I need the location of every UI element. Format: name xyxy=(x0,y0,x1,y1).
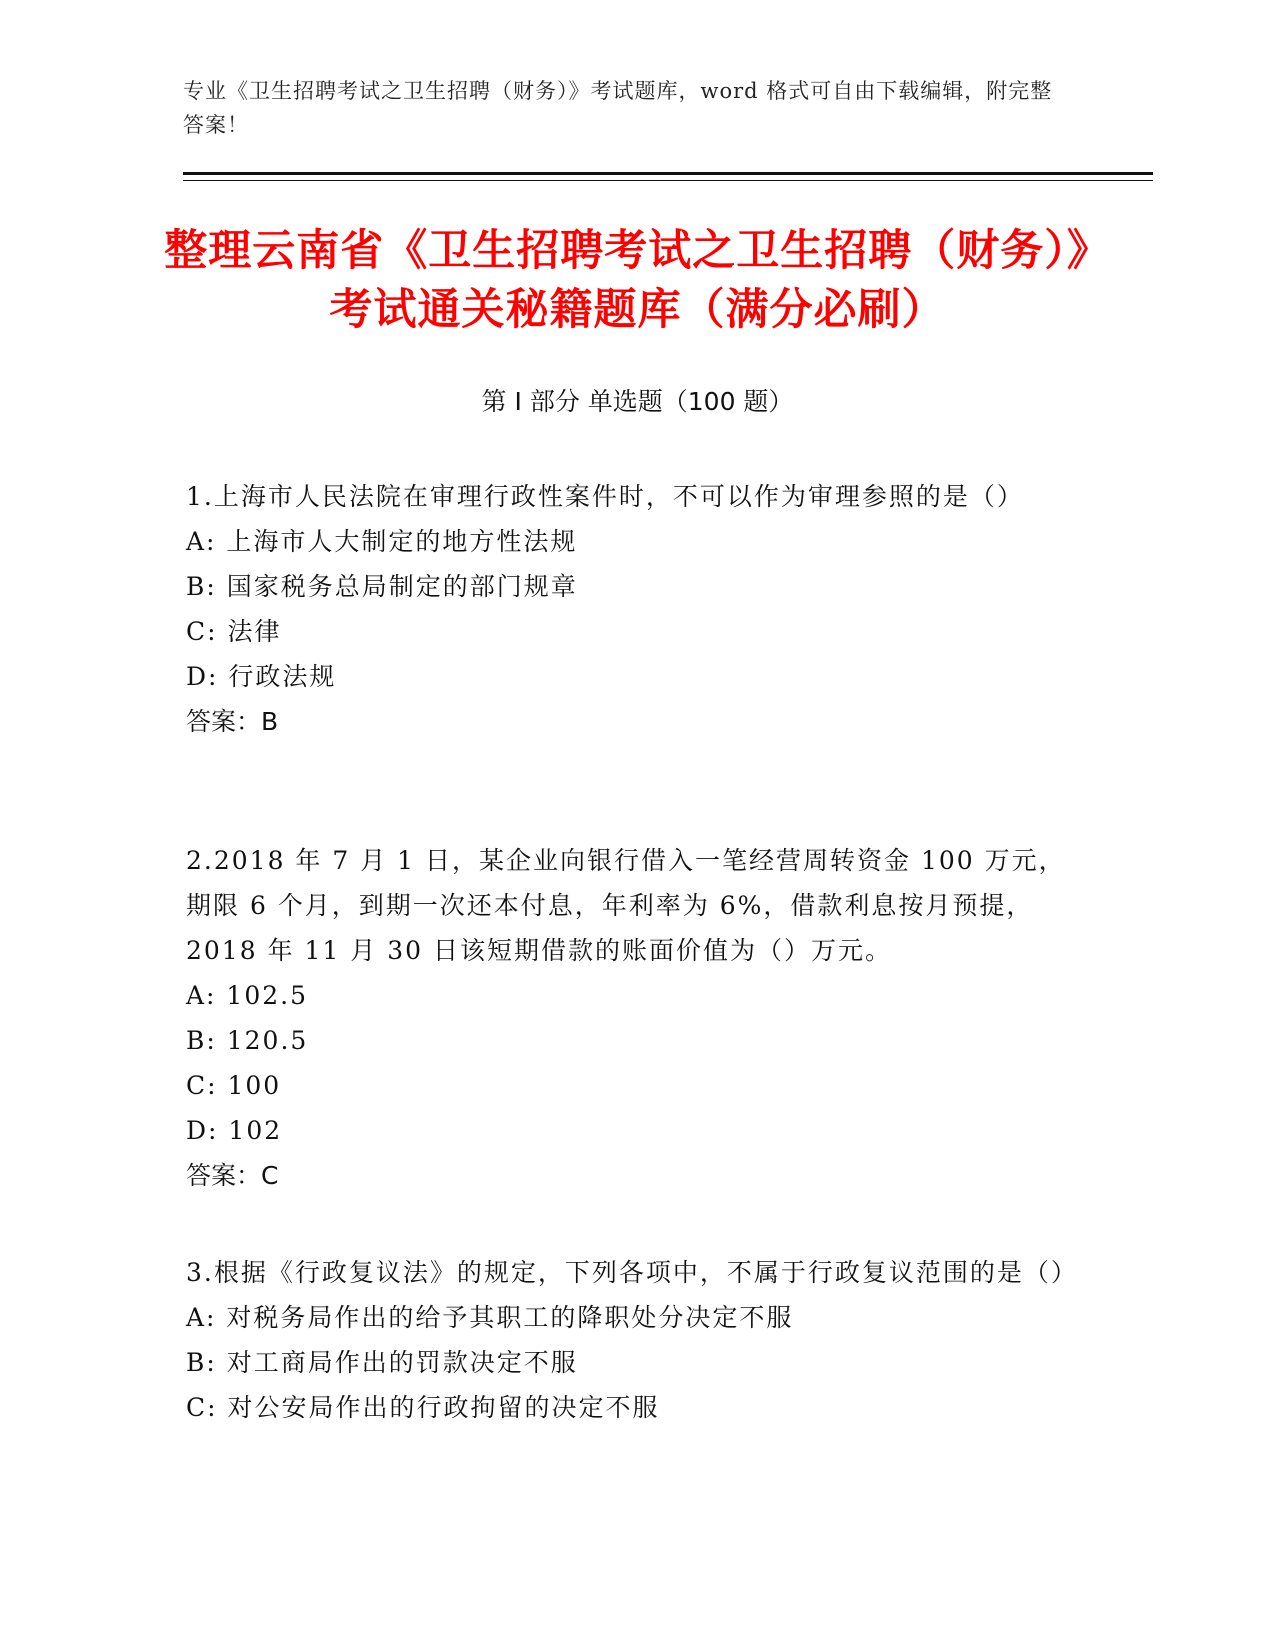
question-stem: 2.2018 年 7 月 1 日，某企业向银行借入一笔经营周转资金 100 万元，期限 6 个月，到期一次还本付息，年利率为 6%，借款利息按月预提，2018 年 11 月 30 日该短期借款的账面价值为（）万元。 xyxy=(186,846,1066,965)
option-c: C: 100 xyxy=(186,1071,282,1100)
option-c: C: 法律 xyxy=(186,617,282,646)
question-1 xyxy=(186,474,1066,744)
question-stem: 3.根据《行政复议法》的规定，下列各项中，不属于行政复议范围的是（） xyxy=(186,1258,1078,1287)
option-b: B: 120.5 xyxy=(186,1026,309,1055)
header-divider-thin xyxy=(183,180,1153,181)
option-d: D: 102 xyxy=(186,1116,283,1145)
answer: 答案：B xyxy=(186,707,279,736)
option-b: B: 国家税务总局制定的部门规章 xyxy=(186,572,578,601)
option-c: C: 对公安局作出的行政拘留的决定不服 xyxy=(186,1393,660,1422)
question-3 xyxy=(186,1250,1078,1430)
option-b: B: 对工商局作出的罚款决定不服 xyxy=(186,1348,578,1377)
question-2 xyxy=(186,838,1066,1198)
answer: 答案：C xyxy=(186,1161,279,1190)
section-title: 第 I 部分 单选题（100 题） xyxy=(481,387,794,416)
option-d: D: 行政法规 xyxy=(186,662,337,691)
header-divider-thick xyxy=(183,172,1153,175)
option-a: A: 102.5 xyxy=(186,981,308,1010)
document-title: 整理云南省《卫生招聘考试之卫生招聘（财务）》考试通关秘籍题库（满分必刷） xyxy=(164,226,1111,335)
question-stem: 1.上海市人民法院在审理行政性案件时，不可以作为审理参照的是（） xyxy=(186,482,1024,511)
header-note: 专业《卫生招聘考试之卫生招聘（财务）》考试题库，word 格式可自由下载编辑，附完整答案！ xyxy=(183,79,1053,137)
option-a: A: 上海市人大制定的地方性法规 xyxy=(186,527,578,556)
option-a: A: 对税务局作出的给予其职工的降职处分决定不服 xyxy=(186,1303,794,1332)
